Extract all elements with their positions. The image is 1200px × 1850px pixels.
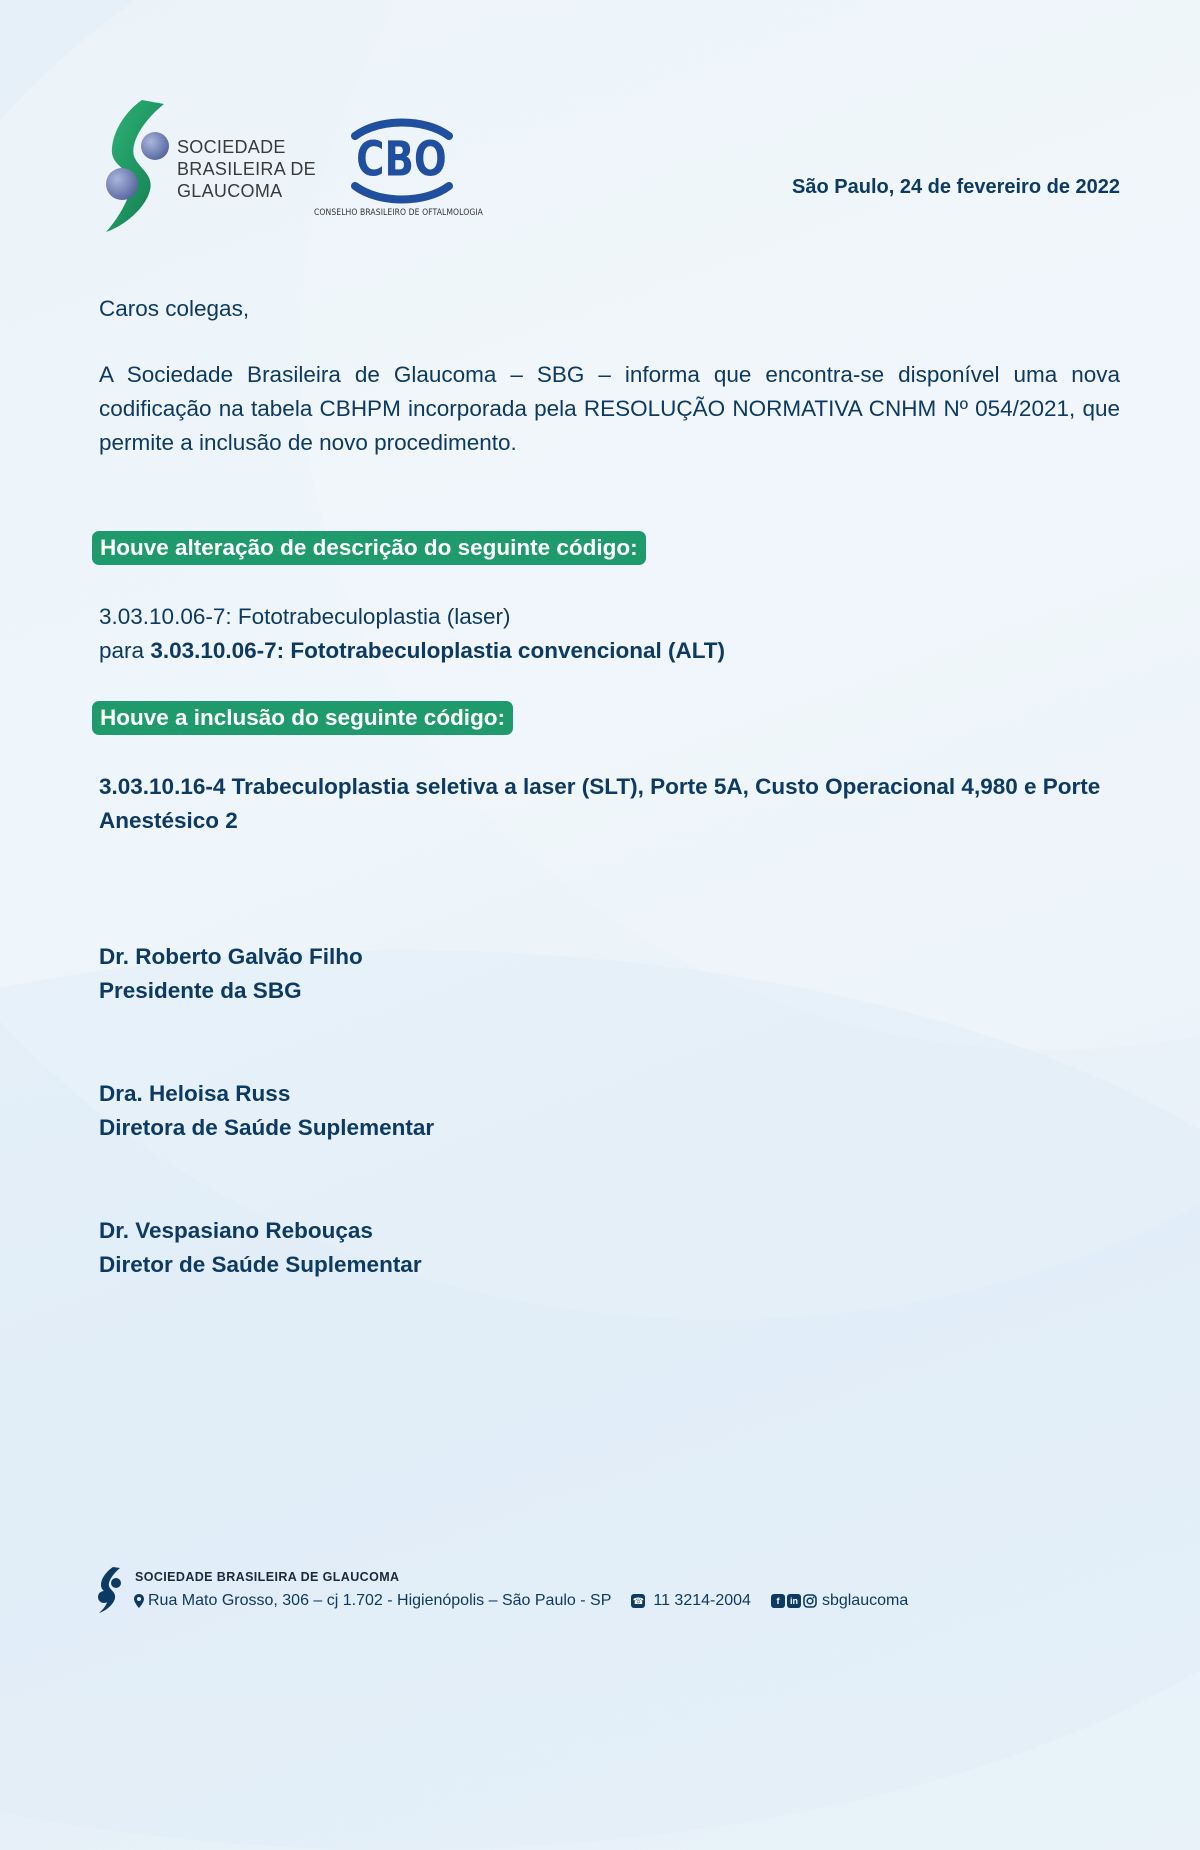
inclusion-heading: Houve a inclusão do seguinte código: (92, 701, 513, 735)
footer-sbg-emblem-icon (97, 1566, 125, 1614)
new-code: 3.03.10.06-7: Fototrabeculoplastia convencional (ALT) (150, 638, 726, 663)
inclusion-code: 3.03.10.16-4 Trabeculoplastia seletiva a laser (SLT), Porte 5A, Custo Operacional 4,980 e Porte Anestésico 2 (99, 774, 1101, 833)
change-heading: Houve alteração de descrição do seguinte código: (92, 531, 646, 565)
instagram-icon[interactable] (803, 1594, 817, 1608)
sbg-emblem-icon (100, 98, 180, 238)
footer-phone: 11 3214-2004 (653, 1592, 751, 1609)
signature-name: Dr. Vespasiano Rebouças (99, 1218, 373, 1243)
sbg-logo (100, 98, 316, 238)
signature-name: Dr. Roberto Galvão Filho (99, 944, 363, 969)
footer-contact (134, 1590, 908, 1612)
facebook-icon[interactable]: f (771, 1594, 785, 1608)
signature-role: Presidente da SBG (99, 978, 302, 1003)
old-code: 3.03.10.06-7: Fototrabeculoplastia (laser) (99, 604, 511, 629)
cbo-logo (314, 118, 490, 228)
signature-block (99, 1077, 434, 1145)
phone-icon: ☎ (632, 1596, 644, 1606)
greeting: Caros colegas, (99, 296, 250, 321)
signature-block (99, 1214, 422, 1282)
footer-org-name: SOCIEDADE BRASILEIRA DE GLAUCOMA (135, 1570, 400, 1584)
linkedin-icon[interactable]: in (787, 1594, 801, 1608)
cbo-emblem-icon (349, 118, 455, 204)
map-pin-icon (134, 1594, 144, 1608)
footer-address: Rua Mato Grosso, 306 – cj 1.702 - Higienópolis – São Paulo - SP (148, 1592, 612, 1609)
new-code-prefix: para (99, 638, 145, 663)
intro-paragraph: A Sociedade Brasileira de Glaucoma – SBG – informa que encontra-se disponível uma nova codificação na tabela CBHPM incorporada pela RESOLUÇÃO NORMATIVA CNHM Nº 054/2021, que permite a inclusão de novo procedimento. (99, 362, 1120, 455)
sbg-logo-line3: GLAUCOMA (177, 181, 283, 201)
signature-name: Dra. Heloisa Russ (99, 1081, 291, 1106)
sbg-logo-line2: BRASILEIRA DE (177, 159, 316, 179)
footer-social-handle[interactable]: sbglaucoma (821, 1592, 909, 1609)
letter-date: São Paulo, 24 de fevereiro de 2022 (792, 176, 1120, 198)
signature-role: Diretor de Saúde Suplementar (99, 1252, 422, 1277)
new-code-line (99, 634, 1120, 668)
cbo-mark: CBO (356, 131, 447, 188)
cbo-caption: CONSELHO BRASILEIRO DE OFTALMOLOGIA (314, 208, 484, 218)
sbg-logo-line1: SOCIEDADE (177, 137, 286, 157)
signature-block (99, 940, 363, 1008)
signature-role: Diretora de Saúde Suplementar (99, 1115, 435, 1140)
